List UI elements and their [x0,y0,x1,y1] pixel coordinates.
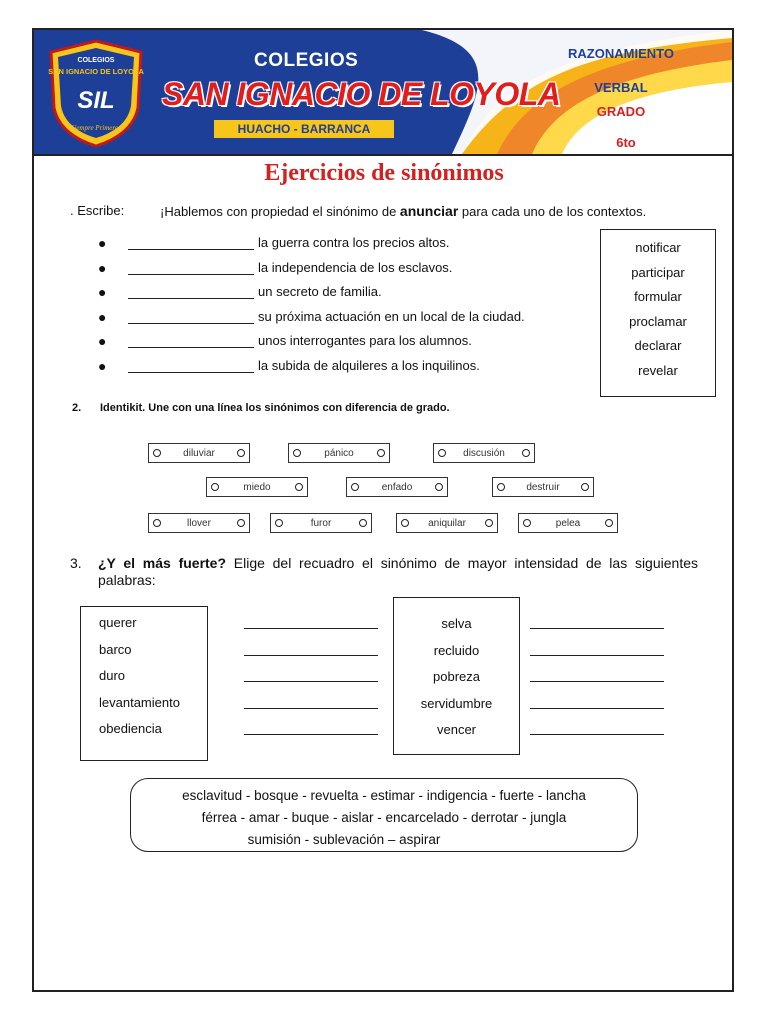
grade-value: 6to [616,135,636,150]
circle-icon [605,519,613,527]
match-pill[interactable]: pelea [518,513,618,533]
match-pill[interactable]: aniquilar [396,513,498,533]
word-item: obediencia [99,721,162,736]
answer-blank[interactable] [128,358,254,373]
ex1-instruction: ¡Hablemos con propiedad el sinónimo de anunciar para cada uno de los contextos. [160,203,647,219]
word-option: declarar [634,338,682,353]
list-item: ● un secreto de familia. [98,284,382,300]
ex3-number: 3. [70,555,82,571]
circle-icon [293,449,301,457]
circle-icon [295,483,303,491]
match-pill[interactable]: destruir [492,477,594,497]
answer-line[interactable] [530,681,664,682]
answer-blank[interactable] [128,260,254,275]
circle-icon [523,519,531,527]
ex2-instruction: Identikit. Une con una línea los sinónimos con diferencia de grado. [100,402,450,414]
word-option: participar [631,264,685,280]
circle-icon [359,519,367,527]
ex1-word-box [600,229,716,397]
word-bank-line: férrea - amar - buque - aislar - encarcelado - derrotar - jungla [201,810,567,825]
bullet-icon: ● [98,308,107,325]
header-school-name: SAN IGNACIO DE LOYOLA [162,76,561,112]
circle-icon [237,449,245,457]
word-item: selva [441,616,472,631]
word-item: pobreza [433,669,480,684]
list-item: ● la independencia de los esclavos. [98,259,453,276]
header-colegios: COLEGIOS [254,50,359,71]
word-item: levantamiento [99,694,180,710]
answer-blank[interactable] [128,284,254,299]
list-item: ● su próxima actuación en un local de la ciudad. [98,308,525,325]
match-pill[interactable]: enfado [346,477,448,497]
word-option: notificar [635,240,681,255]
circle-icon [497,483,505,491]
ex1-label: . Escribe: [70,203,125,218]
bullet-icon: ● [98,333,107,349]
word-bank-line: esclavitud - bosque - revuelta - estimar - indigencia - fuerte - lancha [182,788,586,803]
circle-icon [485,519,493,527]
word-item: vencer [436,722,477,737]
circle-icon [275,519,283,527]
answer-blank[interactable] [128,333,254,348]
match-pill[interactable]: furor [270,513,372,533]
subject-line2: VERBAL [594,80,648,95]
match-pill[interactable]: miedo [206,477,308,497]
ex1-list [98,235,525,382]
answer-line[interactable] [244,681,378,682]
answer-line[interactable] [530,628,664,629]
ex2-number: 2. [72,402,82,414]
word-option: proclamar [629,313,687,329]
list-item: ● unos interrogantes para los alumnos. [98,333,472,349]
circle-icon [237,519,245,527]
bullet-icon: ● [98,259,107,276]
circle-icon [581,483,589,491]
logo-name-text: SAN IGNACIO DE LOYOLA [48,67,144,76]
answer-line[interactable] [530,708,664,709]
circle-icon [435,483,443,491]
ex3-instruction: ¿Y el más fuerte? Elige del recuadro el sinónimo de mayor intensidad de las siguientes palabras: [98,555,698,588]
ex3-left-box [80,606,208,761]
circle-icon [522,449,530,457]
header-city: HUACHO - BARRANCA [214,120,394,138]
word-item: barco [99,641,132,657]
school-logo [46,38,146,148]
answer-line[interactable] [244,708,378,709]
subject-line1: RAZONAMIENTO [568,46,674,61]
answer-blank[interactable] [128,235,254,250]
answer-line[interactable] [530,734,664,735]
circle-icon [211,483,219,491]
list-item: ● la subida de alquileres a los inquilinos. [98,357,480,374]
circle-icon [438,449,446,457]
list-item: ● la guerra contra los precios altos. [98,235,450,251]
circle-icon [153,519,161,527]
answer-line[interactable] [244,734,378,735]
word-item: servidumbre [420,695,493,711]
match-pill[interactable]: pánico [288,443,390,463]
answer-line[interactable] [530,655,664,656]
circle-icon [351,483,359,491]
school-header [34,30,732,156]
worksheet-title: Ejercicios de sinónimos [264,160,504,186]
circle-icon [153,449,161,457]
word-item: duro [99,668,126,683]
bullet-icon: ● [98,357,107,374]
circle-icon [377,449,385,457]
word-option: formular [634,289,682,304]
answer-blank[interactable] [128,309,254,324]
word-bank [130,778,638,852]
logo-motto-text: Siempre Primeros [70,124,122,132]
logo-abbr-text: SIL [77,87,115,114]
bullet-icon: ● [98,235,107,251]
grade-label: GRADO [596,104,646,119]
circle-icon [401,519,409,527]
answer-line[interactable] [244,628,378,629]
match-pill[interactable]: llover [148,513,250,533]
word-option: revelar [638,362,678,378]
word-bank-line: sumisión - sublevación – aspirar [247,832,441,847]
ex3-right-box [393,597,520,755]
bullet-icon: ● [98,284,107,300]
match-pill[interactable]: discusión [433,443,535,463]
word-item: recluido [433,642,480,658]
answer-line[interactable] [244,655,378,656]
logo-top-text: COLEGIOS [77,57,115,64]
word-item: querer [99,615,137,630]
match-pill[interactable]: diluviar [148,443,250,463]
